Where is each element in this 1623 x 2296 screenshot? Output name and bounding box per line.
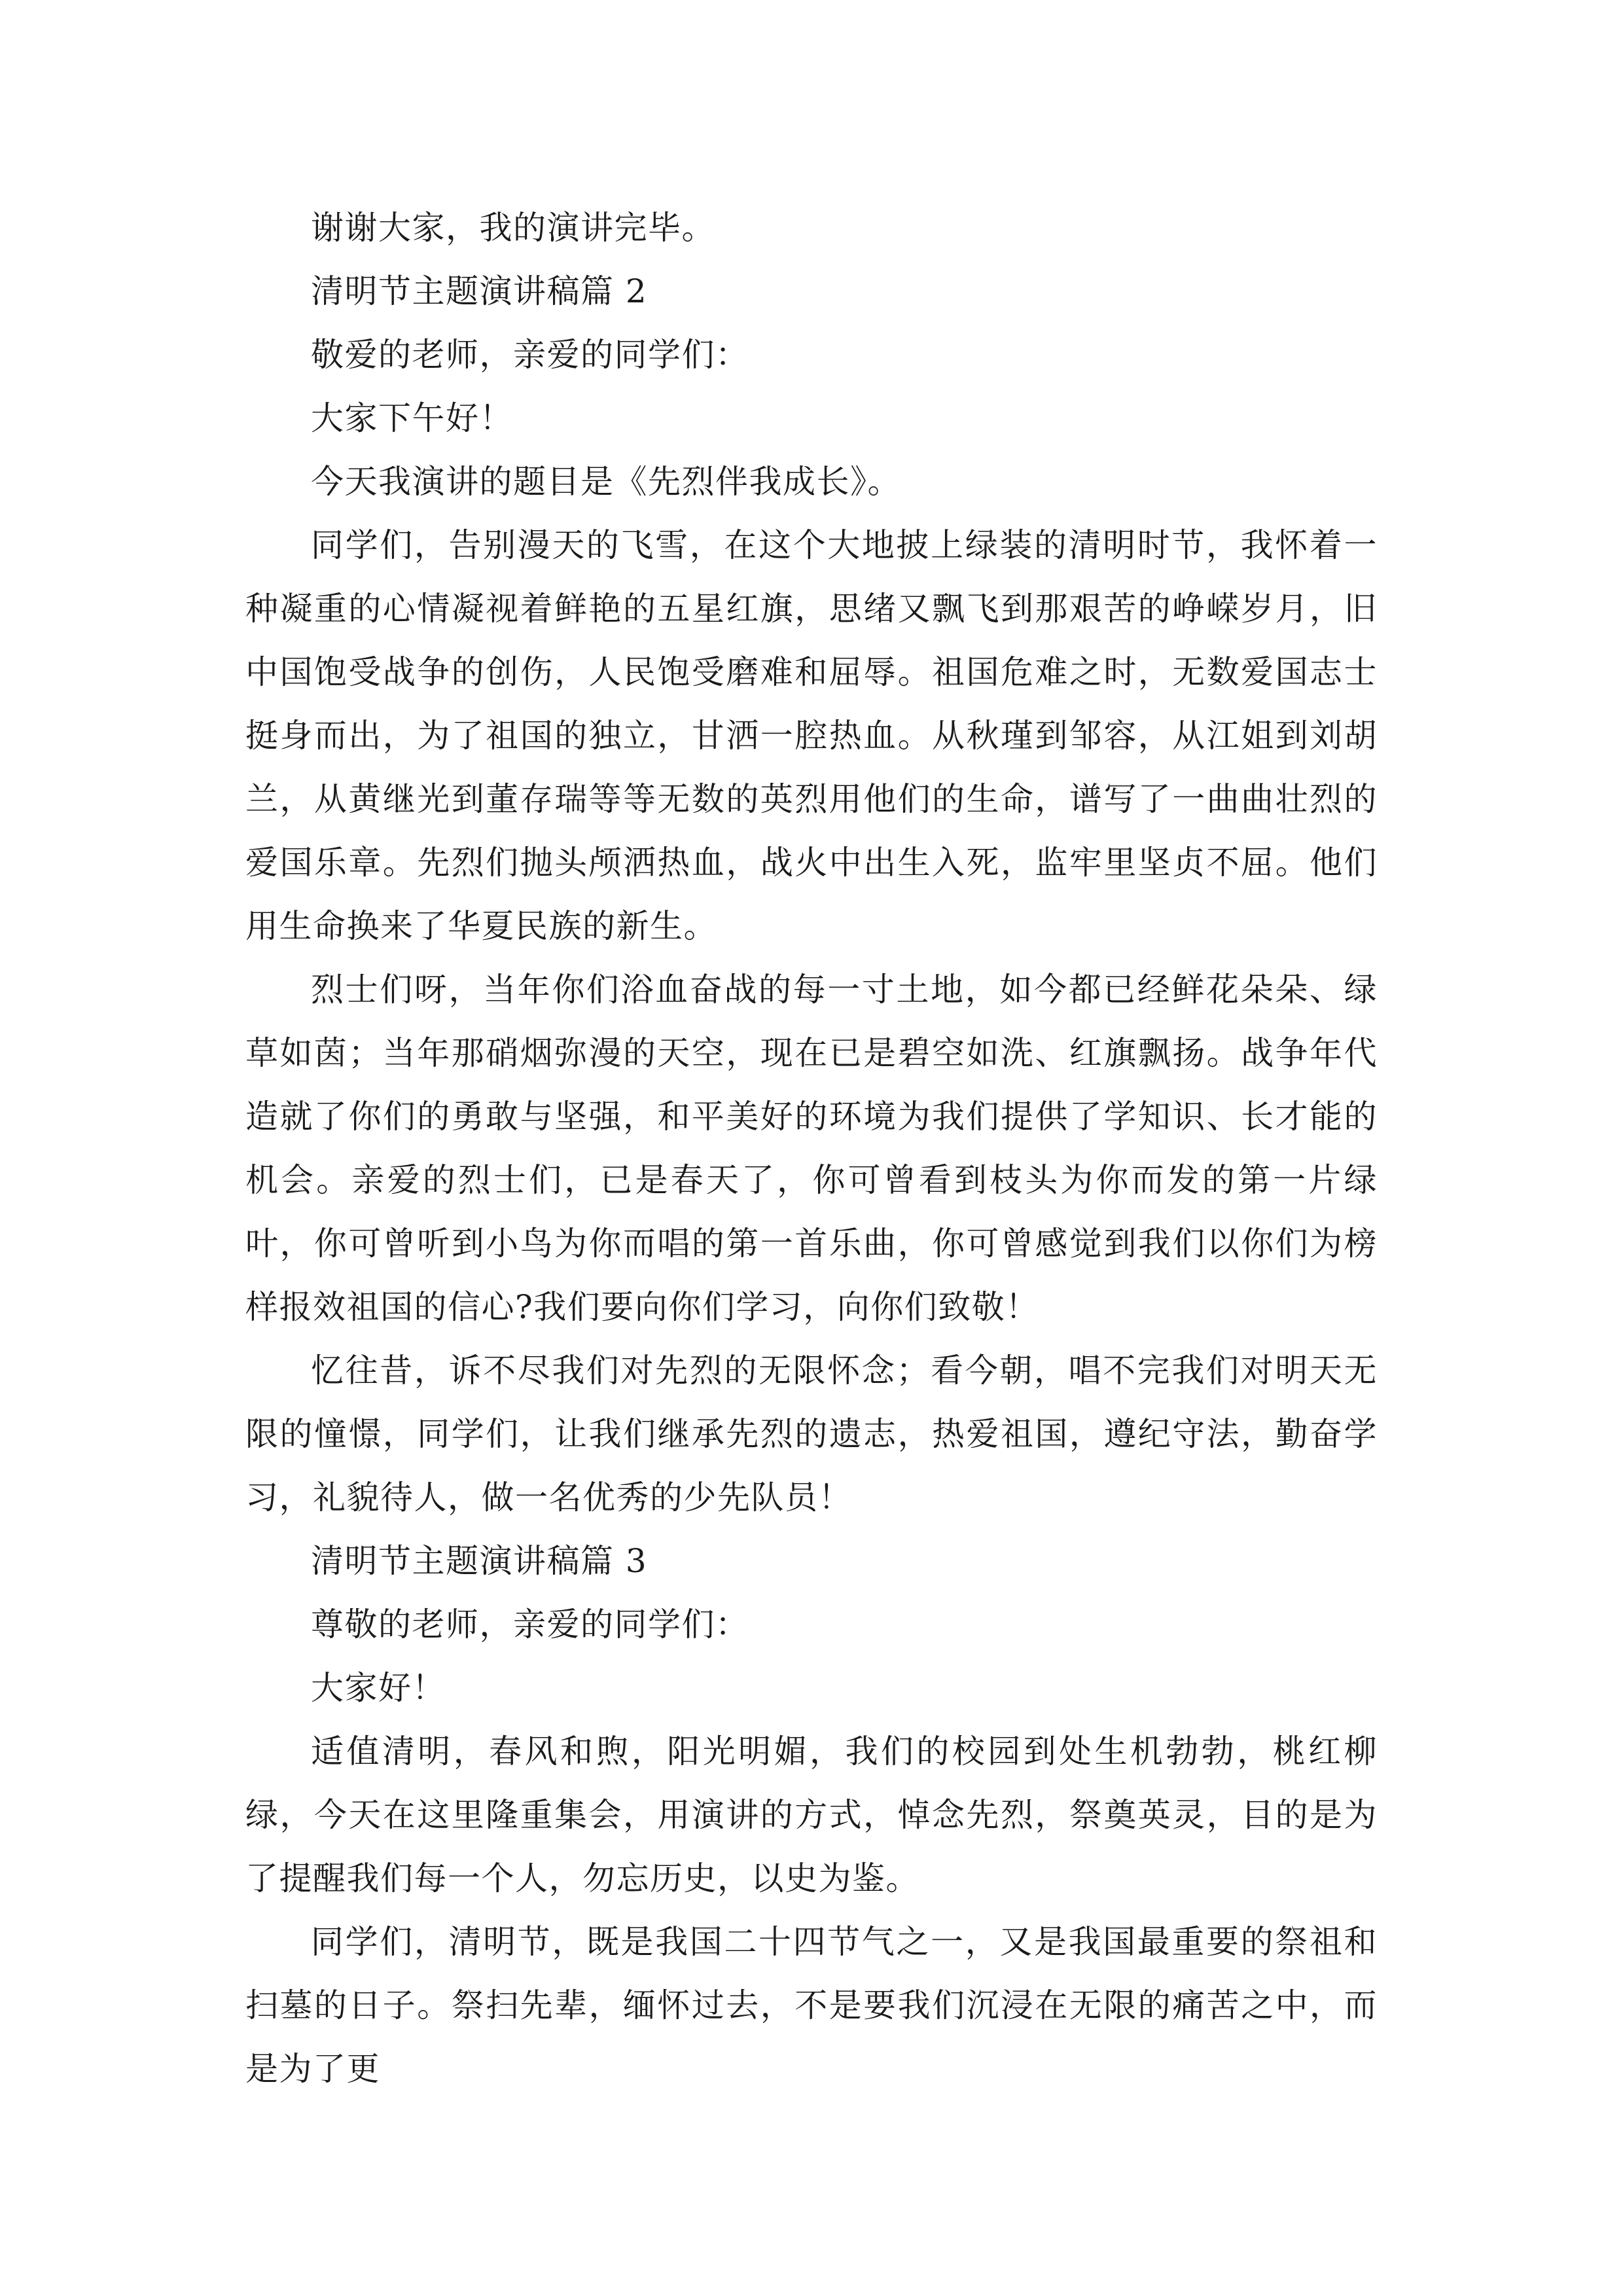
speech-2-salutation: 敬爱的老师，亲爱的同学们： [311, 336, 749, 374]
speech-3-paragraph-1: 适值清明，春风和煦，阳光明媚，我们的校园到处生机勃勃，桃红柳绿，今天在这里隆重集会，用演讲的方式，悼念先烈，祭奠英灵，目的是为了提醒我们每一个人，勿忘历史，以史为鉴。 [245, 1732, 1378, 1897]
speech-2-greeting: 大家下午好！ [311, 399, 513, 437]
speech-3-paragraph-2: 同学们，清明节，既是我国二十四节气之一，又是我国最重要的祭祖和扫墓的日子。祭扫先辈，缅怀过去，不是要我们沉浸在无限的痛苦之中，而是为了更 [245, 1923, 1378, 2088]
speech-3-heading: 清明节主题演讲稿篇 3 [311, 1542, 648, 1580]
closing-line: 谢谢大家，我的演讲完毕。 [311, 209, 715, 247]
speech-2-paragraph-2: 烈士们呀，当年你们浴血奋战的每一寸土地，如今都已经鲜花朵朵、绿草如茵；当年那硝烟弥漫的天空，现在已是碧空如洗、红旗飘扬。战争年代造就了你们的勇敢与坚强，和平美好的环境为我们提供了学知识、长才能的机会。亲爱的烈士们，已是春天了，你可曾看到枝头为你而发的第一片绿叶，你可曾听到小鸟为你而唱的第一首乐曲，你可曾感觉到我们以你们为榜样报效祖国的信心?我们要向你们学习，向你们致敬！ [245, 971, 1378, 1326]
speech-3-greeting: 大家好！ [311, 1669, 446, 1707]
speech-2-paragraph-1: 同学们，告别漫天的飞雪，在这个大地披上绿装的清明时节，我怀着一种凝重的心情凝视着鲜艳的五星红旗，思绪又飘飞到那艰苦的峥嵘岁月，旧中国饱受战争的创伤，人民饱受磨难和屈辱。祖国危难之时，无数爱国志士挺身而出，为了祖国的独立，甘洒一腔热血。从秋瑾到邹容，从江姐到刘胡兰，从黄继光到董存瑞等等无数的英烈用他们的生命，谱写了一曲曲壮烈的爱国乐章。先烈们抛头颅洒热血，战火中出生入死，监牢里坚贞不屈。他们用生命换来了华夏民族的新生。 [245, 526, 1378, 945]
document-body [245, 196, 1378, 2101]
speech-3-salutation: 尊敬的老师，亲爱的同学们： [311, 1605, 749, 1643]
speech-2-topic: 今天我演讲的题目是《先烈伴我成长》。 [311, 463, 901, 501]
speech-2-heading: 清明节主题演讲稿篇 2 [311, 272, 648, 310]
speech-2-paragraph-3: 忆往昔，诉不尽我们对先烈的无限怀念；看今朝，唱不完我们对明天无限的憧憬，同学们，让我们继承先烈的遗志，热爱祖国，遵纪守法，勤奋学习，礼貌待人，做一名优秀的少先队员！ [245, 1352, 1378, 1516]
